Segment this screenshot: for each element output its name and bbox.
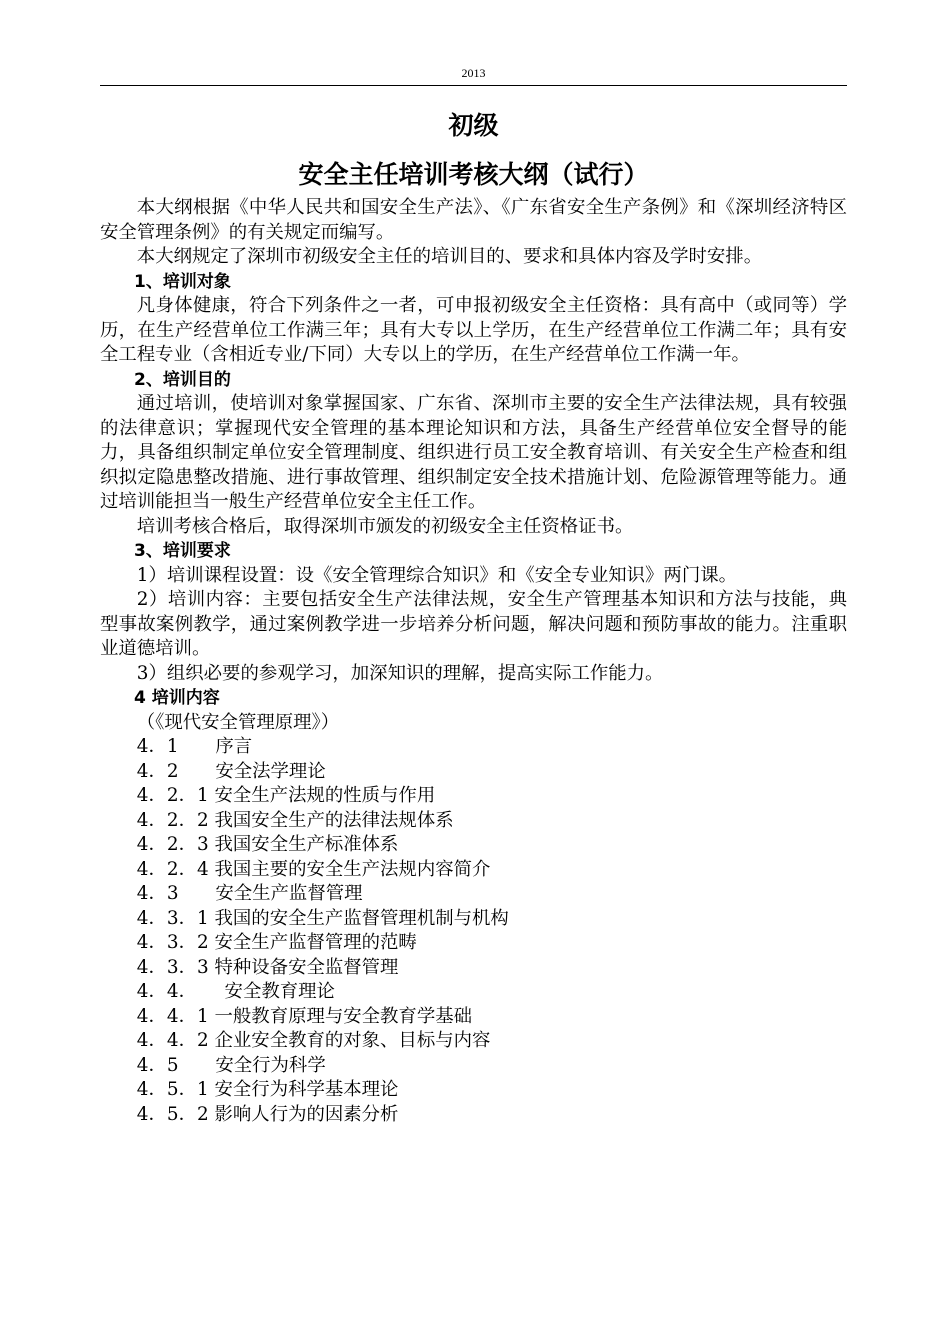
body-paragraph: 3）组织必要的参观学习，加深知识的理解，提高实际工作能力。 [136,662,664,684]
document-level-title: 初级 [448,111,499,140]
section-heading: 3、培训要求 [134,541,231,561]
body-paragraph: 本大纲根据《中华人民共和国安全生产法》、《广东省安全生产条例》和《深圳经济特区安全管理条例》的有关规定而编写。 [100,197,847,243]
document-body [100,196,847,1127]
toc-item: 4．3．2 安全生产监督管理的范畴 [136,932,417,953]
toc-item: 4．2．3 我国安全生产标准体系 [136,834,399,855]
toc-item: 4．2．2 我国安全生产的法律法规体系 [136,809,454,831]
header-rule [100,85,847,86]
page-header-year: 2013 [461,66,486,80]
section-heading: 4 培训内容 [134,688,220,708]
section-heading: 2、培训目的 [134,369,231,390]
body-paragraph: 1）培训课程设置：设《安全管理综合知识》和《安全专业知识》两门课。 [136,564,737,586]
toc-item: （《现代安全管理原理》） [136,711,340,733]
body-paragraph: 2）培训内容：主要包括安全生产法律法规，安全生产管理基本知识和方法与技能，典型事故案例教学，通过案例教学进一步培养分析问题，解决问题和预防事故的能力。注重职业道德培训。 [100,589,847,659]
toc-item: 4．5．1 安全行为科学基本理论 [136,1079,399,1100]
toc-item: 4．2．4 我国主要的安全生产法规内容简介 [136,858,491,880]
toc-item: 4．4． 安全教育理论 [136,981,335,1002]
body-paragraph: 本大纲规定了深圳市初级安全主任的培训目的、要求和具体内容及学时安排。 [136,246,763,267]
toc-item: 4．3．3 特种设备安全监督管理 [136,956,399,978]
body-paragraph: 通过培训，使培训对象掌握国家、广东省、深圳市主要的安全生产法律法规，具有较强的法律意识；掌握现代安全管理的基本理论知识和方法，具备生产经营单位安全督导的能力，具备组织制定单位安全管理制度、组织进行员工安全教育培训、有关安全生产检查和组织拟定隐患整改措施、进行事故管理、组织制定安全技术措施计划、危险源管理等能力。通过培训能担当一般生产经营单位安全主任工作。 [100,393,847,512]
body-paragraph: 凡身体健康，符合下列条件之一者，可申报初级安全主任资格：具有高中（或同等）学历，在生产经营单位工作满三年；具有大专以上学历，在生产经营单位工作满二年；具有安全工程专业（含相近专业/下同）大专以上的学历，在生产经营单位工作满一年。 [100,295,847,365]
toc-item: 4．5．2 影响人行为的因素分析 [136,1103,399,1125]
toc-item: 4．3．1 我国的安全生产监督管理机制与机构 [136,907,509,929]
section-heading: 1、培训对象 [134,271,231,292]
toc-item: 4．1 序言 [136,736,253,757]
document-main-title: 安全主任培训考核大纲（试行） [298,160,649,189]
toc-item: 4．4．1 一般教育原理与安全教育学基础 [136,1005,472,1027]
toc-item: 4．4．2 企业安全教育的对象、目标与内容 [136,1030,491,1051]
toc-item: 4．2．1 安全生产法规的性质与作用 [136,785,436,806]
toc-item: 4．3 安全生产监督管理 [136,883,363,904]
toc-item: 4．2 安全法学理论 [136,760,326,782]
toc-item: 4．5 安全行为科学 [136,1054,326,1076]
body-paragraph: 培训考核合格后，取得深圳市颁发的初级安全主任资格证书。 [136,515,634,537]
